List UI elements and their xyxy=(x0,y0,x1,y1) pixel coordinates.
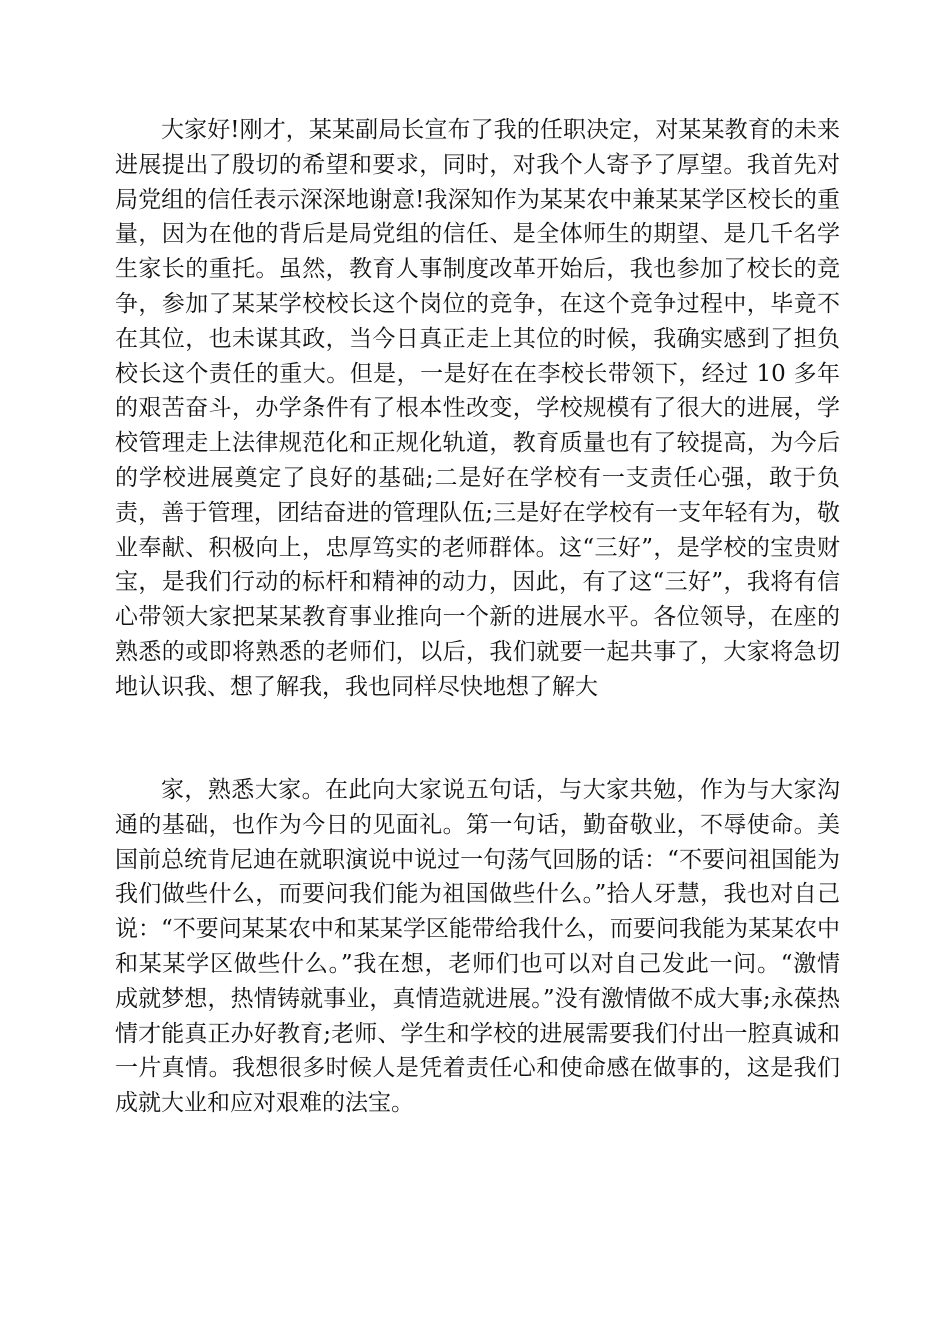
body-paragraph-1: 大家好!刚才，某某副局长宣布了我的任职决定，对某某教育的未来进展提出了殷切的希望和要求，同时，对我个人寄予了厚望。我首先对局党组的信任表示深深地谢意!我深知作为某某农中兼某某学区校长的重量，因为在他的背后是局党组的信任、是全体师生的期望、是几千名学生家长的重托。虽然，教育人事制度改革开始后，我也参加了校长的竞争，参加了某某学校校长这个岗位的竞争，在这个竞争过程中，毕竟不在其位，也未谋其政，当今日真正走上其位的时候，我确实感到了担负校长这个责任的重大。但是，一是好在在李校长带领下，经过 10 多年的艰苦奋斗，办学条件有了根本性改变，学校规模有了很大的进展，学校管理走上法律规范化和正规化轨道，教育质量也有了较提高，为今后的学校进展奠定了良好的基础;二是好在学校有一支责任心强，敢于负责，善于管理，团结奋进的管理队伍;三是好在学校有一支年轻有为，敬业奉献、积极向上，忠厚笃实的老师群体。这“三好”，是学校的宝贵财宝，是我们行动的标杆和精神的动力，因此，有了这“三好”，我将有信心带领大家把某某教育事业推向一个新的进展水平。各位领导，在座的熟悉的或即将熟悉的老师们，以后，我们就要一起共事了，大家将急切地认识我、想了解我，我也同样尽快地想了解大 xyxy=(115,117,840,700)
body-paragraph-2: 家，熟悉大家。在此向大家说五句话，与大家共勉，作为与大家沟通的基础，也作为今日的见面礼。第一句话，勤奋敬业，不辱使命。美国前总统肯尼迪在就职演说中说过一句荡气回肠的话：“不要问祖国能为我们做些什么，而要问我们能为祖国做些什么。”拾人牙慧，我也对自己说：“不要问某某农中和某某学区能带给我什么，而要问我能为某某农中和某某学区做些什么。”我在想，老师们也可以对自己发此一问。“激情成就梦想，热情铸就事业，真情造就进展。”没有激情做不成大事;永葆热情才能真正办好教育;老师、学生和学校的进展需要我们付出一腔真诚和一片真情。我想很多时候人是凭着责任心和使命感在做事的，这是我们成就大业和应对艰难的法宝。 xyxy=(115,777,840,1117)
